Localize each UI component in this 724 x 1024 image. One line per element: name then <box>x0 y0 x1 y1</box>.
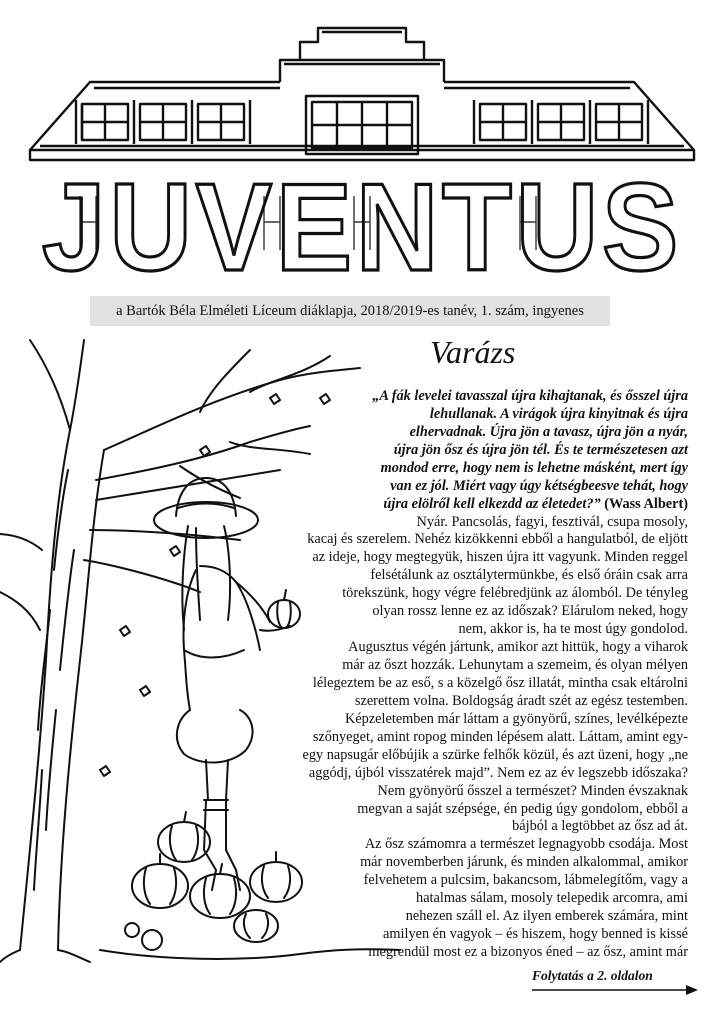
body-line: nehezen száll el. Az ilyen emberek számára, mint <box>405 908 688 925</box>
quote-line: mondod erre, hogy nem is lehetne másként, mert így <box>380 459 688 476</box>
body-line: hatalmas sálam, mosoly telepedik arcomra, ami <box>416 890 688 907</box>
body-line: felsétálunk az osztálytermünkbe, és első óráin csak arra <box>370 567 688 584</box>
body-line: Nem gyönyörű ősszel a természet? Minden évszaknak <box>377 782 688 799</box>
article-title: Varázs <box>430 334 516 370</box>
body-line: Augusztus végén jártunk, amikor azt hittük, hogy a viharok <box>348 639 688 656</box>
quote-author: (Wass Albert) <box>604 495 688 512</box>
quote-line: újra elölről kell elkezdd az életedet?” <box>383 495 601 512</box>
body-line: bájból a legtöbbet az ősz ad át. <box>512 818 688 835</box>
quote-line: lehullanak. A virágok újra kinyitnak és újra <box>429 405 688 422</box>
body-line: aggódj, újból visszatérek majd”. Nem ez az év legszebb időszaka? <box>308 764 688 781</box>
body-line: egy napsugár előbújik a szürke felhők közül, és azt üzeni, hogy „ne <box>302 746 688 763</box>
quote-line: van ez jól. Miért vagy úgy kétségbeesve tehát, hogy <box>390 477 688 494</box>
body-line: az ideje, hogy megtegyük, hiszen újra itt vagyunk. Minden reggel <box>312 549 688 566</box>
body-line: kacaj és szerelem. Nehéz kizökkenni ebből a hangulatból, de eljött <box>307 531 688 548</box>
quote-last-line <box>383 496 688 514</box>
subtitle-bar <box>90 296 610 326</box>
masthead-illustration <box>0 0 724 290</box>
continue-note: Folytatás a 2. oldalon <box>532 968 653 983</box>
subtitle-text: a Bartók Béla Elméleti Líceum diáklapja, 2018/2019-es tanév, 1. szám, ingyenes <box>116 303 584 319</box>
masthead-title: JUVENTUS <box>42 159 682 290</box>
body-line: Nyár. Pancsolás, fagyi, fesztivál, csupa mosoly, <box>416 513 688 530</box>
quote-line: újra jön ősz és újra jön tél. És te természetesen azt <box>393 441 688 458</box>
body-line: Képzeletemben már láttam a gyönyörű, színes, levélképezte <box>345 710 688 727</box>
body-line: szerettem volna. Boldogság áradt szét az egész testemben. <box>354 692 688 709</box>
body-line: már novemberben járunk, és minden alkalommal, amikor <box>360 854 688 871</box>
quote-line: „A fák levelei tavasszal újra kihajtanak, és ősszel újra <box>372 388 688 404</box>
body-line: felvehetem a pulcsim, bakancsom, lábmelegítőm, vagy a <box>363 872 688 889</box>
body-line: már az őszt hozzák. Lehunytam a szemeim, és olyan mélyen <box>342 657 688 674</box>
body-line: Az ősz számomra a természet legnagyobb csodája. Most <box>364 836 688 853</box>
body-line: megrendül most ez a bizonyos éned – az ősz, amint már <box>368 944 688 960</box>
body-line: amilyen én vagyok – és hiszem, hogy benned is kissé <box>383 926 688 943</box>
body-line: nem, akkor is, ha te most úgy gondolod. <box>458 621 688 638</box>
body-line: lélegeztem be az eső, s a közelgő ősz illatát, mintha csak eltárolni <box>312 674 688 691</box>
quote-line: elhervadnak. Újra jön a tavasz, újra jön a nyár, <box>409 423 688 440</box>
body-line: olyan rossz lenne ez az időszak? Elárulom neked, hogy <box>372 603 688 620</box>
arrow-right-icon <box>530 984 700 996</box>
body-line: szőnyeget, amint ropog minden lépésem alatt. Láttam, amint egy- <box>312 728 688 745</box>
body-line: törekszünk, hogy végre felébredjünk az álomból. De tényleg <box>342 585 688 602</box>
body-line: megvan a saját szépsége, én pedig úgy gondolom, ebből a <box>357 800 688 817</box>
